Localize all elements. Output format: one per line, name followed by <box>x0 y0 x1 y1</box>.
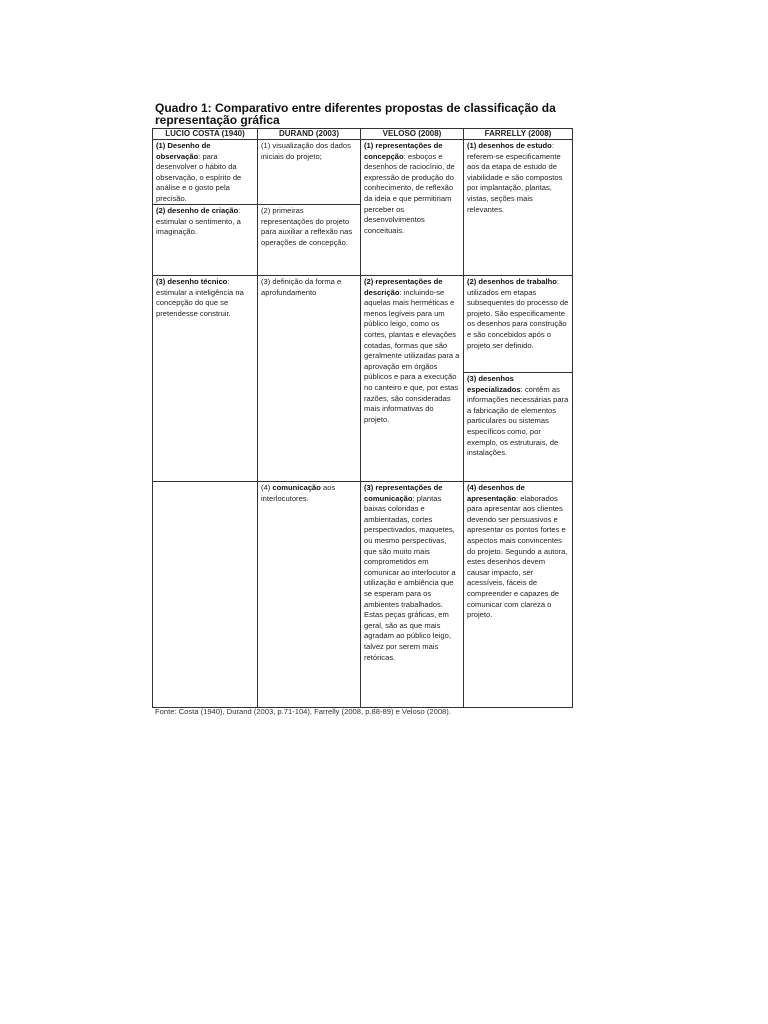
source-note: Fonte: Costa (1940), Durand (2003, p.71-104), Farrelly (2008, p.88-89) e Veloso (2008). <box>155 707 451 716</box>
veloso-text-3: : plantas baixas coloridas e ambientadas, cortes perspectivados, maquetes, ou mesmo perspectivas, que são muito mais comprometidos em comunicar ao interlocutor a utilização e ambiência que se esperam para os ambientes trabalhados. Estas peças gráficas, em geral, são as que mais agradam ao público leigo, talvez por serem mais retóricas. <box>364 493 456 662</box>
farrelly-term-4: (4) desenhos de apresentação <box>467 483 525 503</box>
farrelly-item-2 <box>464 276 572 372</box>
comparison-table <box>152 128 573 708</box>
durand-item-1 <box>258 140 360 204</box>
durand-prefix-4: (4) <box>261 483 273 492</box>
farrelly-text-2: : utilizados em etapas subsequentes do processo de projeto. São especificamente os desenhos para construção e são concebidos após o projeto ser definido. <box>467 277 569 350</box>
header-row <box>153 129 573 140</box>
costa-term-1: (1) Desenho de observação <box>156 141 211 161</box>
table-title: Quadro 1: Comparativo entre diferentes propostas de classificação da representação gráfica <box>155 101 556 127</box>
farrelly-term-2: (2) desenhos de trabalho <box>467 277 557 286</box>
header-costa: LUCIO COSTA (1940) <box>153 129 258 140</box>
header-farrelly: FARRELLY (2008) <box>464 129 573 140</box>
cell-costa-3 <box>153 482 258 708</box>
costa-term-3: (3) desenho técnico <box>156 277 228 286</box>
farrelly-term-3: (3) desenhos especializados <box>467 374 521 394</box>
header-durand: DURAND (2003) <box>258 129 361 140</box>
cell-veloso-2 <box>361 276 464 482</box>
cell-durand-3 <box>258 482 361 708</box>
veloso-text-2: : incluindo-se aquelas mais herméticas e menos legíveis para um público leigo, como os cortes, plantas e elevações cotadas, formas que são geralmente utilizadas para a aprovação em órgãos públicos e para a execução no canteiro e que, por estas razões, são consideradas mais informativas do projeto. <box>364 287 460 424</box>
table-row <box>153 276 573 482</box>
veloso-term-3: (3) representações de comunicação <box>364 483 443 503</box>
durand-text-4: aos interlocutores. <box>261 483 336 503</box>
durand-text-2: (2) primeiras representações do projeto para auxiliar a reflexão nas operações de concepção. <box>261 206 353 247</box>
durand-text-1: (1) visualização dos dados iniciais do projeto; <box>261 141 351 161</box>
veloso-text-1: : esboços e desenhos de raciocínio, de expressão de produção do conhecimento, de reflexão da ideia e que permitiriam perceber os desenvolvimentos conceituais. <box>364 151 455 235</box>
costa-item-1 <box>153 140 257 204</box>
veloso-term-1: (1) representações de concepção <box>364 141 443 161</box>
farrelly-item-3 <box>464 372 572 460</box>
farrelly-text-1: : referem-se especificamente aos da etapa de estudo de viabilidade e são compostos por implantação, plantas, vistas, seções mais relevantes. <box>467 141 563 214</box>
cell-farrelly-1 <box>464 140 573 276</box>
costa-term-2: (2) desenho de criação <box>156 206 239 215</box>
costa-item-2 <box>153 204 257 239</box>
cell-farrelly-2 <box>464 276 573 482</box>
table-row <box>153 140 573 276</box>
cell-veloso-3 <box>361 482 464 708</box>
veloso-term-2: (2) representações de descrição <box>364 277 443 297</box>
cell-costa-2 <box>153 276 258 482</box>
costa-text-2: : estimular o sentimento, a imaginação. <box>156 206 241 237</box>
cell-durand-1 <box>258 140 361 276</box>
durand-text-3: (3) definição da forma e aprofundamento <box>261 277 342 297</box>
table-row <box>153 482 573 708</box>
cell-costa-1 <box>153 140 258 276</box>
costa-text-3: : estimular a inteligência na concepção do que se pretendesse construir. <box>156 277 244 318</box>
cell-farrelly-3 <box>464 482 573 708</box>
durand-term-4: comunicação <box>272 483 321 492</box>
farrelly-text-3: : contêm as informações necessárias para a fabricação de elementos particulares ou sistemas específicos como, por exemplo, os estruturais, de instalações. <box>467 384 569 458</box>
cell-durand-2 <box>258 276 361 482</box>
farrelly-term-1: (1) desenhos de estudo <box>467 141 552 150</box>
farrelly-text-4: : elaborados para apresentar aos clientes devendo ser persuasivos e apresentar os pontos fortes e aspectos mais convincentes do projeto. Segundo a autora, estes desenhos devem causar impacto, ser acessíveis, fáceis de compreender e capazes de comunicar com clareza o projeto. <box>467 493 568 620</box>
cell-veloso-1 <box>361 140 464 276</box>
durand-item-2 <box>258 204 360 249</box>
costa-text-1: : para desenvolver o hábito da observação, o espírito de análise e o gosto pela precisão. <box>156 151 242 203</box>
header-veloso: VELOSO (2008) <box>361 129 464 140</box>
